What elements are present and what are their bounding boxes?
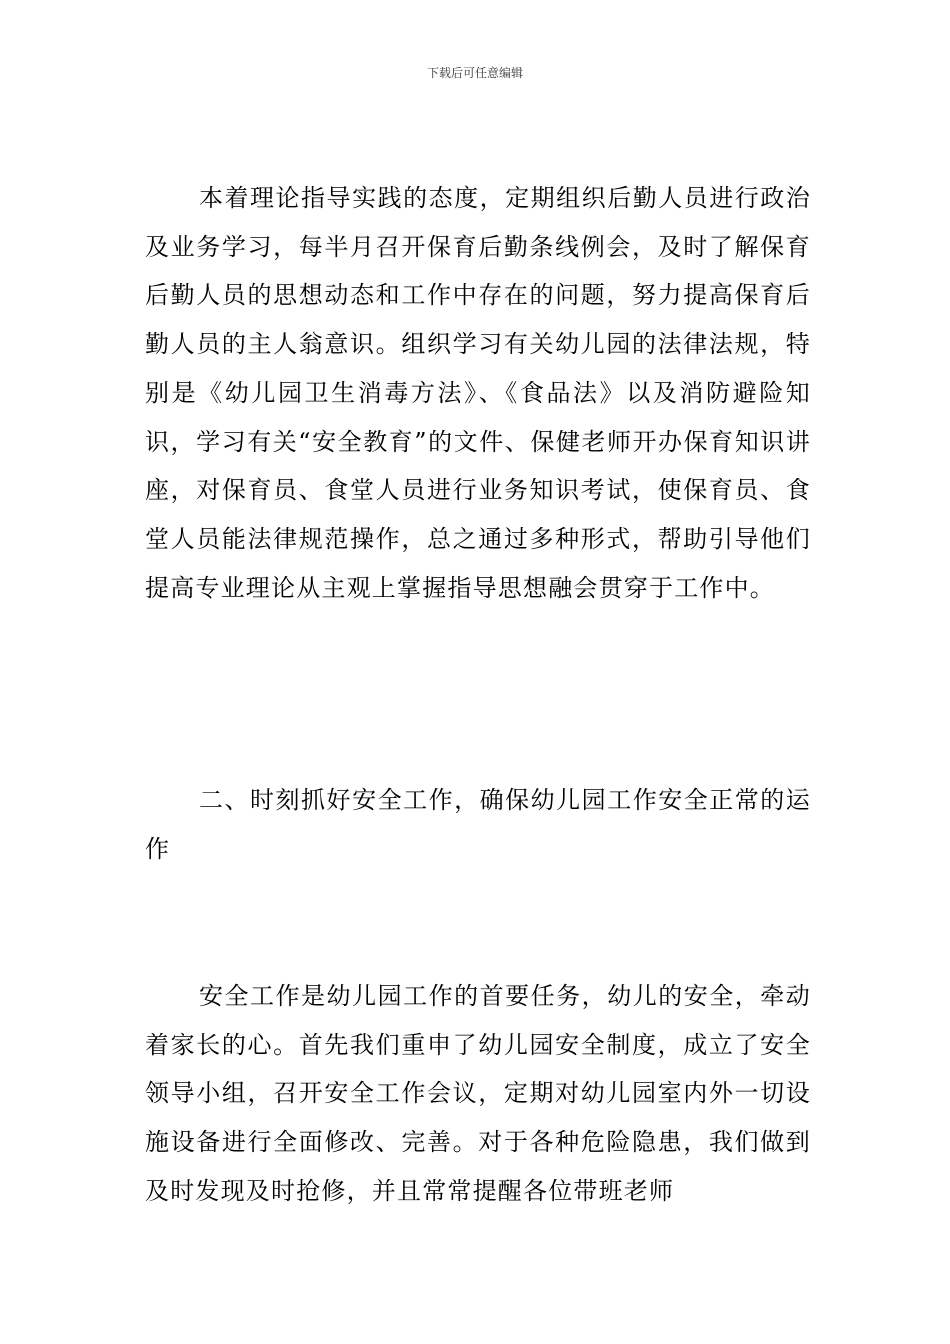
paragraph-safety-work: 安全工作是幼儿园工作的首要任务，幼儿的安全，牵动着家长的心。首先我们重申了幼儿园安全制度，成立了安全领导小组，召开安全工作会议，定期对幼儿园室内外一切设施设备进行全面修改、完善。对于各种危险隐患，我们做到及时发现及时抢修，并且常常提醒各位带班老师 — [145, 982, 811, 1205]
paragraph-theory-study: 本着理论指导实践的态度，定期组织后勤人员进行政治及业务学习，每半月召开保育后勤条线例会，及时了解保育后勤人员的思想动态和工作中存在的问题，努力提高保育后勤人员的主人翁意识。组织学习有关幼儿园的法律法规，特别是《幼儿园卫生消毒方法》、《食品法》以及消防避险知识，学习有关“安全教育”的文件、保健老师开办保育知识讲座，对保育员、食堂人员进行业务知识考试，使保育员、食堂人员能法律规范操作，总之通过多种形式，帮助引导他们提高专业理论从主观上掌握指导思想融会贯穿于工作中。 — [145, 184, 811, 602]
header-note: 下载后可任意编辑 — [426, 66, 523, 80]
section-heading-safety: 二、时刻抓好安全工作，确保幼儿园工作安全正常的运作 — [145, 786, 811, 863]
